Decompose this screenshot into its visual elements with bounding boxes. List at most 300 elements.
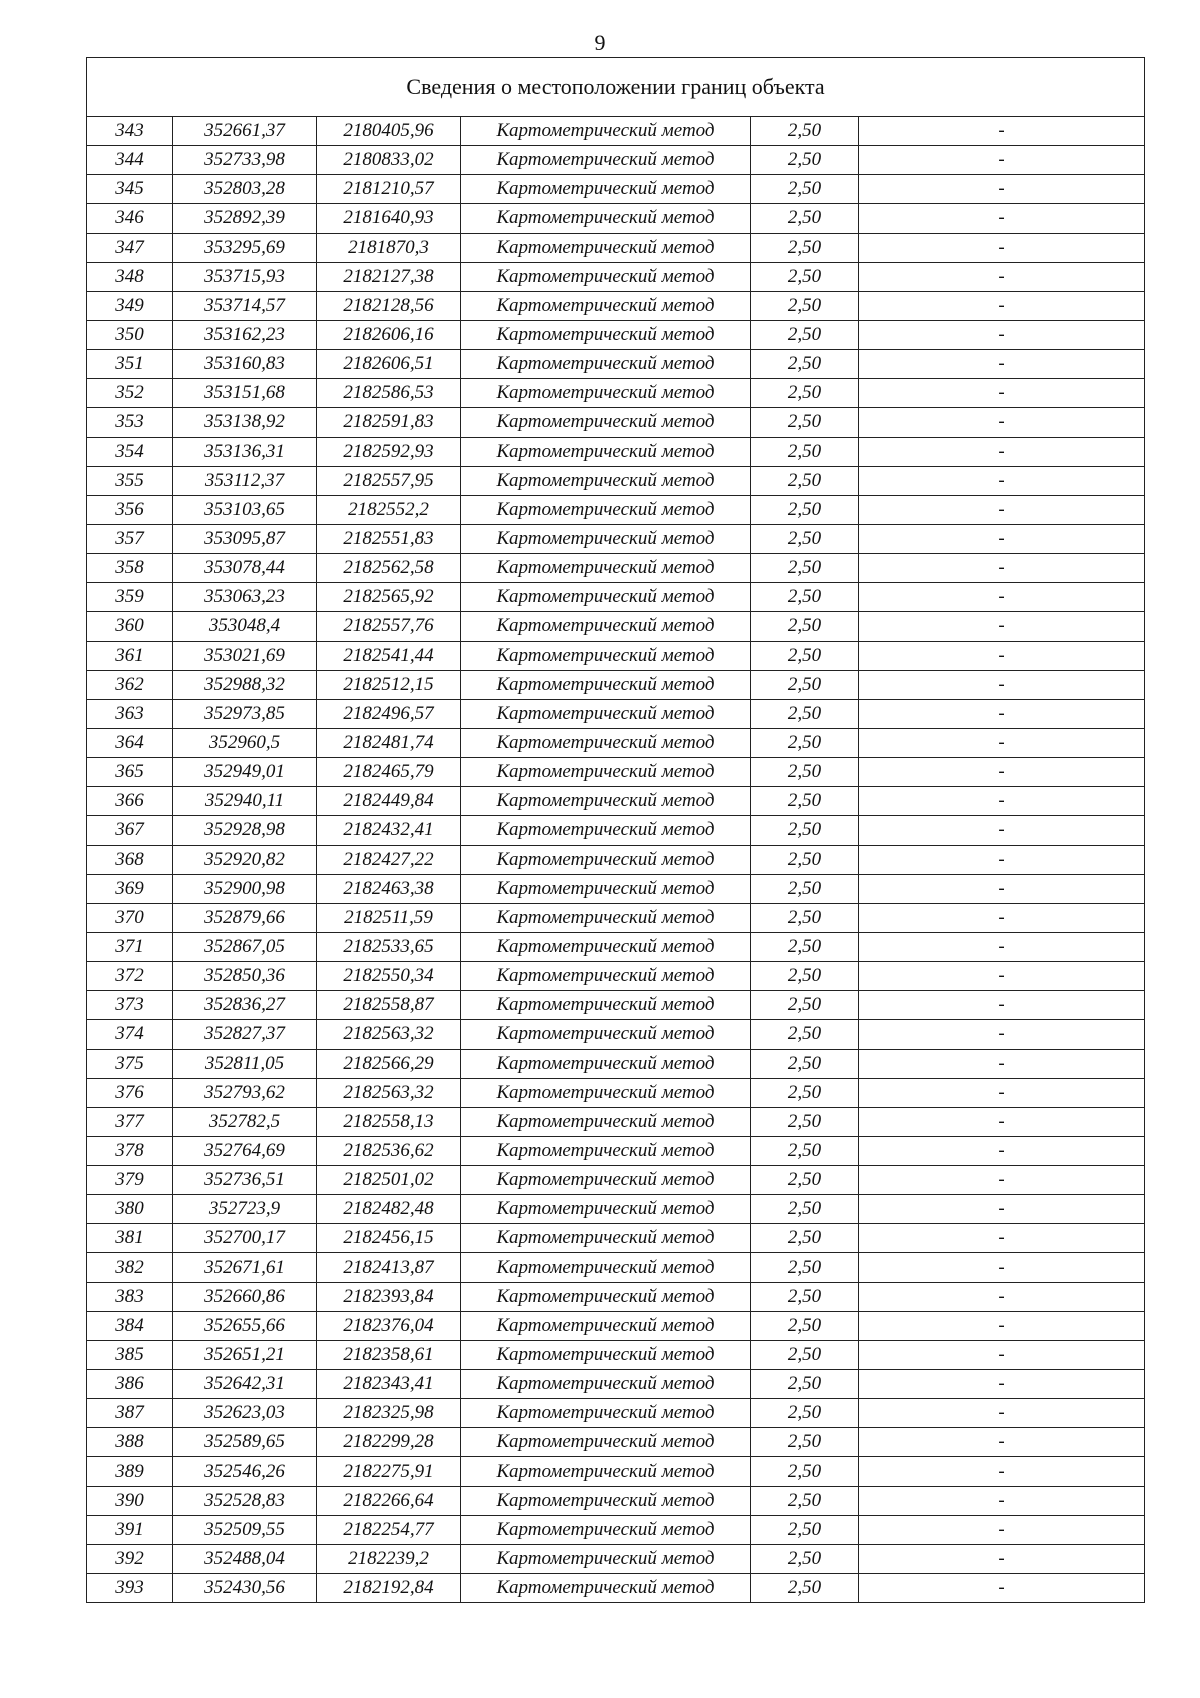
x-coordinate-cell: 353162,23 (173, 320, 317, 349)
method-cell: Картометрический метод (461, 612, 751, 641)
y-coordinate-cell: 2182558,13 (317, 1107, 461, 1136)
method-cell: Картометрический метод (461, 728, 751, 757)
accuracy-cell: 2,50 (751, 728, 859, 757)
x-coordinate-cell: 353160,83 (173, 350, 317, 379)
method-cell: Картометрический метод (461, 466, 751, 495)
accuracy-cell: 2,50 (751, 932, 859, 961)
method-cell: Картометрический метод (461, 845, 751, 874)
table-row (87, 1107, 1145, 1136)
description-cell: - (859, 204, 1145, 233)
description-cell: - (859, 1049, 1145, 1078)
method-cell: Картометрический метод (461, 583, 751, 612)
table-row (87, 1224, 1145, 1253)
accuracy-cell: 2,50 (751, 962, 859, 991)
method-cell: Картометрический метод (461, 787, 751, 816)
table-row (87, 350, 1145, 379)
x-coordinate-cell: 353151,68 (173, 379, 317, 408)
table-row (87, 1020, 1145, 1049)
accuracy-cell: 2,50 (751, 1544, 859, 1573)
accuracy-cell: 2,50 (751, 1428, 859, 1457)
method-cell: Картометрический метод (461, 320, 751, 349)
table-row (87, 466, 1145, 495)
table-title-row (87, 58, 1145, 117)
x-coordinate-cell: 352700,17 (173, 1224, 317, 1253)
point-number-cell: 378 (87, 1136, 173, 1165)
accuracy-cell: 2,50 (751, 1340, 859, 1369)
y-coordinate-cell: 2182557,95 (317, 466, 461, 495)
x-coordinate-cell: 352940,11 (173, 787, 317, 816)
method-cell: Картометрический метод (461, 379, 751, 408)
point-number-cell: 370 (87, 903, 173, 932)
method-cell: Картометрический метод (461, 1486, 751, 1515)
description-cell: - (859, 1515, 1145, 1544)
y-coordinate-cell: 2182511,59 (317, 903, 461, 932)
method-cell: Картометрический метод (461, 1136, 751, 1165)
method-cell: Картометрический метод (461, 699, 751, 728)
description-cell: - (859, 816, 1145, 845)
method-cell: Картометрический метод (461, 408, 751, 437)
y-coordinate-cell: 2182275,91 (317, 1457, 461, 1486)
point-number-cell: 359 (87, 583, 173, 612)
y-coordinate-cell: 2182552,2 (317, 495, 461, 524)
description-cell: - (859, 495, 1145, 524)
x-coordinate-cell: 352949,01 (173, 758, 317, 787)
description-cell: - (859, 1399, 1145, 1428)
y-coordinate-cell: 2180405,96 (317, 117, 461, 146)
point-number-cell: 393 (87, 1574, 173, 1603)
method-cell: Картометрический метод (461, 175, 751, 204)
description-cell: - (859, 408, 1145, 437)
accuracy-cell: 2,50 (751, 1253, 859, 1282)
y-coordinate-cell: 2182432,41 (317, 816, 461, 845)
point-number-cell: 349 (87, 291, 173, 320)
description-cell: - (859, 175, 1145, 204)
accuracy-cell: 2,50 (751, 204, 859, 233)
description-cell: - (859, 903, 1145, 932)
x-coordinate-cell: 352488,04 (173, 1544, 317, 1573)
point-number-cell: 365 (87, 758, 173, 787)
accuracy-cell: 2,50 (751, 816, 859, 845)
y-coordinate-cell: 2182606,16 (317, 320, 461, 349)
y-coordinate-cell: 2182449,84 (317, 787, 461, 816)
x-coordinate-cell: 352867,05 (173, 932, 317, 961)
y-coordinate-cell: 2182606,51 (317, 350, 461, 379)
accuracy-cell: 2,50 (751, 1370, 859, 1399)
x-coordinate-cell: 352661,37 (173, 117, 317, 146)
table-row (87, 1166, 1145, 1195)
table-row (87, 845, 1145, 874)
table-row (87, 291, 1145, 320)
description-cell: - (859, 1340, 1145, 1369)
accuracy-cell: 2,50 (751, 146, 859, 175)
y-coordinate-cell: 2182536,62 (317, 1136, 461, 1165)
method-cell: Картометрический метод (461, 117, 751, 146)
table-row (87, 233, 1145, 262)
point-number-cell: 375 (87, 1049, 173, 1078)
description-cell: - (859, 117, 1145, 146)
y-coordinate-cell: 2182533,65 (317, 932, 461, 961)
accuracy-cell: 2,50 (751, 320, 859, 349)
method-cell: Картометрический метод (461, 1107, 751, 1136)
table-row (87, 1486, 1145, 1515)
table-row (87, 816, 1145, 845)
description-cell: - (859, 1370, 1145, 1399)
y-coordinate-cell: 2182501,02 (317, 1166, 461, 1195)
x-coordinate-cell: 352803,28 (173, 175, 317, 204)
point-number-cell: 357 (87, 524, 173, 553)
table-row (87, 758, 1145, 787)
point-number-cell: 390 (87, 1486, 173, 1515)
x-coordinate-cell: 353103,65 (173, 495, 317, 524)
y-coordinate-cell: 2181210,57 (317, 175, 461, 204)
description-cell: - (859, 1078, 1145, 1107)
method-cell: Картометрический метод (461, 554, 751, 583)
table-row (87, 1370, 1145, 1399)
method-cell: Картометрический метод (461, 233, 751, 262)
y-coordinate-cell: 2182325,98 (317, 1399, 461, 1428)
table-row (87, 117, 1145, 146)
description-cell: - (859, 1574, 1145, 1603)
method-cell: Картометрический метод (461, 204, 751, 233)
table-row (87, 175, 1145, 204)
y-coordinate-cell: 2182566,29 (317, 1049, 461, 1078)
y-coordinate-cell: 2182565,92 (317, 583, 461, 612)
description-cell: - (859, 962, 1145, 991)
accuracy-cell: 2,50 (751, 379, 859, 408)
y-coordinate-cell: 2182358,61 (317, 1340, 461, 1369)
point-number-cell: 367 (87, 816, 173, 845)
point-number-cell: 384 (87, 1311, 173, 1340)
table-row (87, 699, 1145, 728)
point-number-cell: 385 (87, 1340, 173, 1369)
x-coordinate-cell: 352892,39 (173, 204, 317, 233)
method-cell: Картометрический метод (461, 1311, 751, 1340)
description-cell: - (859, 1486, 1145, 1515)
accuracy-cell: 2,50 (751, 991, 859, 1020)
accuracy-cell: 2,50 (751, 117, 859, 146)
method-cell: Картометрический метод (461, 495, 751, 524)
point-number-cell: 371 (87, 932, 173, 961)
method-cell: Картометрический метод (461, 991, 751, 1020)
point-number-cell: 380 (87, 1195, 173, 1224)
method-cell: Картометрический метод (461, 932, 751, 961)
y-coordinate-cell: 2182550,34 (317, 962, 461, 991)
table-row (87, 1049, 1145, 1078)
y-coordinate-cell: 2182413,87 (317, 1253, 461, 1282)
method-cell: Картометрический метод (461, 437, 751, 466)
x-coordinate-cell: 352900,98 (173, 874, 317, 903)
point-number-cell: 388 (87, 1428, 173, 1457)
accuracy-cell: 2,50 (751, 1049, 859, 1078)
accuracy-cell: 2,50 (751, 1224, 859, 1253)
accuracy-cell: 2,50 (751, 903, 859, 932)
x-coordinate-cell: 353714,57 (173, 291, 317, 320)
x-coordinate-cell: 352723,9 (173, 1195, 317, 1224)
accuracy-cell: 2,50 (751, 466, 859, 495)
y-coordinate-cell: 2182239,2 (317, 1544, 461, 1573)
table-row (87, 1428, 1145, 1457)
x-coordinate-cell: 352827,37 (173, 1020, 317, 1049)
method-cell: Картометрический метод (461, 1282, 751, 1311)
x-coordinate-cell: 352960,5 (173, 728, 317, 757)
y-coordinate-cell: 2182551,83 (317, 524, 461, 553)
method-cell: Картометрический метод (461, 1340, 751, 1369)
table-row (87, 146, 1145, 175)
description-cell: - (859, 1136, 1145, 1165)
table-row (87, 1544, 1145, 1573)
x-coordinate-cell: 352509,55 (173, 1515, 317, 1544)
method-cell: Картометрический метод (461, 903, 751, 932)
table-row (87, 524, 1145, 553)
point-number-cell: 353 (87, 408, 173, 437)
description-cell: - (859, 1311, 1145, 1340)
point-number-cell: 366 (87, 787, 173, 816)
accuracy-cell: 2,50 (751, 262, 859, 291)
y-coordinate-cell: 2182254,77 (317, 1515, 461, 1544)
method-cell: Картометрический метод (461, 1544, 751, 1573)
table-row (87, 641, 1145, 670)
table-row (87, 262, 1145, 291)
table-row (87, 320, 1145, 349)
accuracy-cell: 2,50 (751, 758, 859, 787)
y-coordinate-cell: 2182481,74 (317, 728, 461, 757)
x-coordinate-cell: 352546,26 (173, 1457, 317, 1486)
accuracy-cell: 2,50 (751, 583, 859, 612)
description-cell: - (859, 1428, 1145, 1457)
table-row (87, 583, 1145, 612)
accuracy-cell: 2,50 (751, 1399, 859, 1428)
accuracy-cell: 2,50 (751, 175, 859, 204)
point-number-cell: 382 (87, 1253, 173, 1282)
table-row (87, 408, 1145, 437)
method-cell: Картометрический метод (461, 1574, 751, 1603)
y-coordinate-cell: 2182376,04 (317, 1311, 461, 1340)
table-row (87, 1574, 1145, 1603)
y-coordinate-cell: 2182427,22 (317, 845, 461, 874)
method-cell: Картометрический метод (461, 1399, 751, 1428)
accuracy-cell: 2,50 (751, 1195, 859, 1224)
table-row (87, 1399, 1145, 1428)
method-cell: Картометрический метод (461, 1457, 751, 1486)
method-cell: Картометрический метод (461, 670, 751, 699)
table-row (87, 554, 1145, 583)
description-cell: - (859, 1020, 1145, 1049)
y-coordinate-cell: 2182591,83 (317, 408, 461, 437)
x-coordinate-cell: 353112,37 (173, 466, 317, 495)
description-cell: - (859, 991, 1145, 1020)
x-coordinate-cell: 353136,31 (173, 437, 317, 466)
point-number-cell: 372 (87, 962, 173, 991)
table-row (87, 1078, 1145, 1107)
description-cell: - (859, 1224, 1145, 1253)
description-cell: - (859, 1253, 1145, 1282)
table-row (87, 1457, 1145, 1486)
point-number-cell: 347 (87, 233, 173, 262)
point-number-cell: 386 (87, 1370, 173, 1399)
x-coordinate-cell: 352973,85 (173, 699, 317, 728)
description-cell: - (859, 699, 1145, 728)
table-row (87, 1515, 1145, 1544)
x-coordinate-cell: 352988,32 (173, 670, 317, 699)
description-cell: - (859, 350, 1145, 379)
x-coordinate-cell: 353021,69 (173, 641, 317, 670)
table-row (87, 1340, 1145, 1369)
page-number: 9 (594, 30, 606, 55)
x-coordinate-cell: 352736,51 (173, 1166, 317, 1195)
y-coordinate-cell: 2182127,38 (317, 262, 461, 291)
table-row (87, 932, 1145, 961)
y-coordinate-cell: 2180833,02 (317, 146, 461, 175)
point-number-cell: 363 (87, 699, 173, 728)
x-coordinate-cell: 352782,5 (173, 1107, 317, 1136)
method-cell: Картометрический метод (461, 1195, 751, 1224)
method-cell: Картометрический метод (461, 524, 751, 553)
accuracy-cell: 2,50 (751, 524, 859, 553)
accuracy-cell: 2,50 (751, 291, 859, 320)
table-row (87, 728, 1145, 757)
point-number-cell: 344 (87, 146, 173, 175)
method-cell: Картометрический метод (461, 262, 751, 291)
method-cell: Картометрический метод (461, 1515, 751, 1544)
y-coordinate-cell: 2182266,64 (317, 1486, 461, 1515)
table-row (87, 1253, 1145, 1282)
accuracy-cell: 2,50 (751, 495, 859, 524)
point-number-cell: 387 (87, 1399, 173, 1428)
accuracy-cell: 2,50 (751, 1574, 859, 1603)
description-cell: - (859, 1107, 1145, 1136)
x-coordinate-cell: 353078,44 (173, 554, 317, 583)
accuracy-cell: 2,50 (751, 1515, 859, 1544)
x-coordinate-cell: 353095,87 (173, 524, 317, 553)
point-number-cell: 373 (87, 991, 173, 1020)
x-coordinate-cell: 352642,31 (173, 1370, 317, 1399)
point-number-cell: 377 (87, 1107, 173, 1136)
description-cell: - (859, 874, 1145, 903)
description-cell: - (859, 1544, 1145, 1573)
point-number-cell: 389 (87, 1457, 173, 1486)
y-coordinate-cell: 2182192,84 (317, 1574, 461, 1603)
table-row (87, 495, 1145, 524)
description-cell: - (859, 758, 1145, 787)
x-coordinate-cell: 352928,98 (173, 816, 317, 845)
table-row (87, 1311, 1145, 1340)
description-cell: - (859, 291, 1145, 320)
point-number-cell: 374 (87, 1020, 173, 1049)
description-cell: - (859, 728, 1145, 757)
point-number-cell: 348 (87, 262, 173, 291)
x-coordinate-cell: 352651,21 (173, 1340, 317, 1369)
table-row (87, 379, 1145, 408)
point-number-cell: 352 (87, 379, 173, 408)
y-coordinate-cell: 2182541,44 (317, 641, 461, 670)
method-cell: Картометрический метод (461, 1020, 751, 1049)
accuracy-cell: 2,50 (751, 1457, 859, 1486)
x-coordinate-cell: 352655,66 (173, 1311, 317, 1340)
x-coordinate-cell: 352430,56 (173, 1574, 317, 1603)
point-number-cell: 351 (87, 350, 173, 379)
y-coordinate-cell: 2182563,32 (317, 1020, 461, 1049)
x-coordinate-cell: 352850,36 (173, 962, 317, 991)
point-number-cell: 383 (87, 1282, 173, 1311)
accuracy-cell: 2,50 (751, 1107, 859, 1136)
accuracy-cell: 2,50 (751, 437, 859, 466)
accuracy-cell: 2,50 (751, 1486, 859, 1515)
x-coordinate-cell: 352589,65 (173, 1428, 317, 1457)
point-number-cell: 354 (87, 437, 173, 466)
y-coordinate-cell: 2182463,38 (317, 874, 461, 903)
accuracy-cell: 2,50 (751, 612, 859, 641)
y-coordinate-cell: 2182562,58 (317, 554, 461, 583)
table-row (87, 787, 1145, 816)
point-number-cell: 350 (87, 320, 173, 349)
description-cell: - (859, 554, 1145, 583)
x-coordinate-cell: 352733,98 (173, 146, 317, 175)
point-number-cell: 355 (87, 466, 173, 495)
point-number-cell: 369 (87, 874, 173, 903)
accuracy-cell: 2,50 (751, 670, 859, 699)
x-coordinate-cell: 352660,86 (173, 1282, 317, 1311)
x-coordinate-cell: 352879,66 (173, 903, 317, 932)
method-cell: Картометрический метод (461, 1253, 751, 1282)
table-row (87, 874, 1145, 903)
x-coordinate-cell: 353063,23 (173, 583, 317, 612)
point-number-cell: 346 (87, 204, 173, 233)
y-coordinate-cell: 2182343,41 (317, 1370, 461, 1399)
y-coordinate-cell: 2182465,79 (317, 758, 461, 787)
accuracy-cell: 2,50 (751, 1311, 859, 1340)
accuracy-cell: 2,50 (751, 845, 859, 874)
description-cell: - (859, 262, 1145, 291)
x-coordinate-cell: 352793,62 (173, 1078, 317, 1107)
description-cell: - (859, 641, 1145, 670)
x-coordinate-cell: 352528,83 (173, 1486, 317, 1515)
description-cell: - (859, 845, 1145, 874)
point-number-cell: 358 (87, 554, 173, 583)
point-number-cell: 362 (87, 670, 173, 699)
accuracy-cell: 2,50 (751, 874, 859, 903)
description-cell: - (859, 146, 1145, 175)
point-number-cell: 392 (87, 1544, 173, 1573)
x-coordinate-cell: 352671,61 (173, 1253, 317, 1282)
y-coordinate-cell: 2182586,53 (317, 379, 461, 408)
description-cell: - (859, 437, 1145, 466)
x-coordinate-cell: 353295,69 (173, 233, 317, 262)
table-row (87, 437, 1145, 466)
description-cell: - (859, 1457, 1145, 1486)
description-cell: - (859, 932, 1145, 961)
method-cell: Картометрический метод (461, 874, 751, 903)
point-number-cell: 360 (87, 612, 173, 641)
description-cell: - (859, 787, 1145, 816)
description-cell: - (859, 320, 1145, 349)
accuracy-cell: 2,50 (751, 1166, 859, 1195)
point-number-cell: 368 (87, 845, 173, 874)
method-cell: Картометрический метод (461, 1049, 751, 1078)
x-coordinate-cell: 352836,27 (173, 991, 317, 1020)
y-coordinate-cell: 2182393,84 (317, 1282, 461, 1311)
point-number-cell: 356 (87, 495, 173, 524)
accuracy-cell: 2,50 (751, 1282, 859, 1311)
table-title: Сведения о местоположении границ объекта (87, 58, 1145, 117)
accuracy-cell: 2,50 (751, 233, 859, 262)
description-cell: - (859, 612, 1145, 641)
point-number-cell: 381 (87, 1224, 173, 1253)
table-row (87, 991, 1145, 1020)
description-cell: - (859, 466, 1145, 495)
description-cell: - (859, 583, 1145, 612)
y-coordinate-cell: 2182496,57 (317, 699, 461, 728)
method-cell: Картометрический метод (461, 1224, 751, 1253)
